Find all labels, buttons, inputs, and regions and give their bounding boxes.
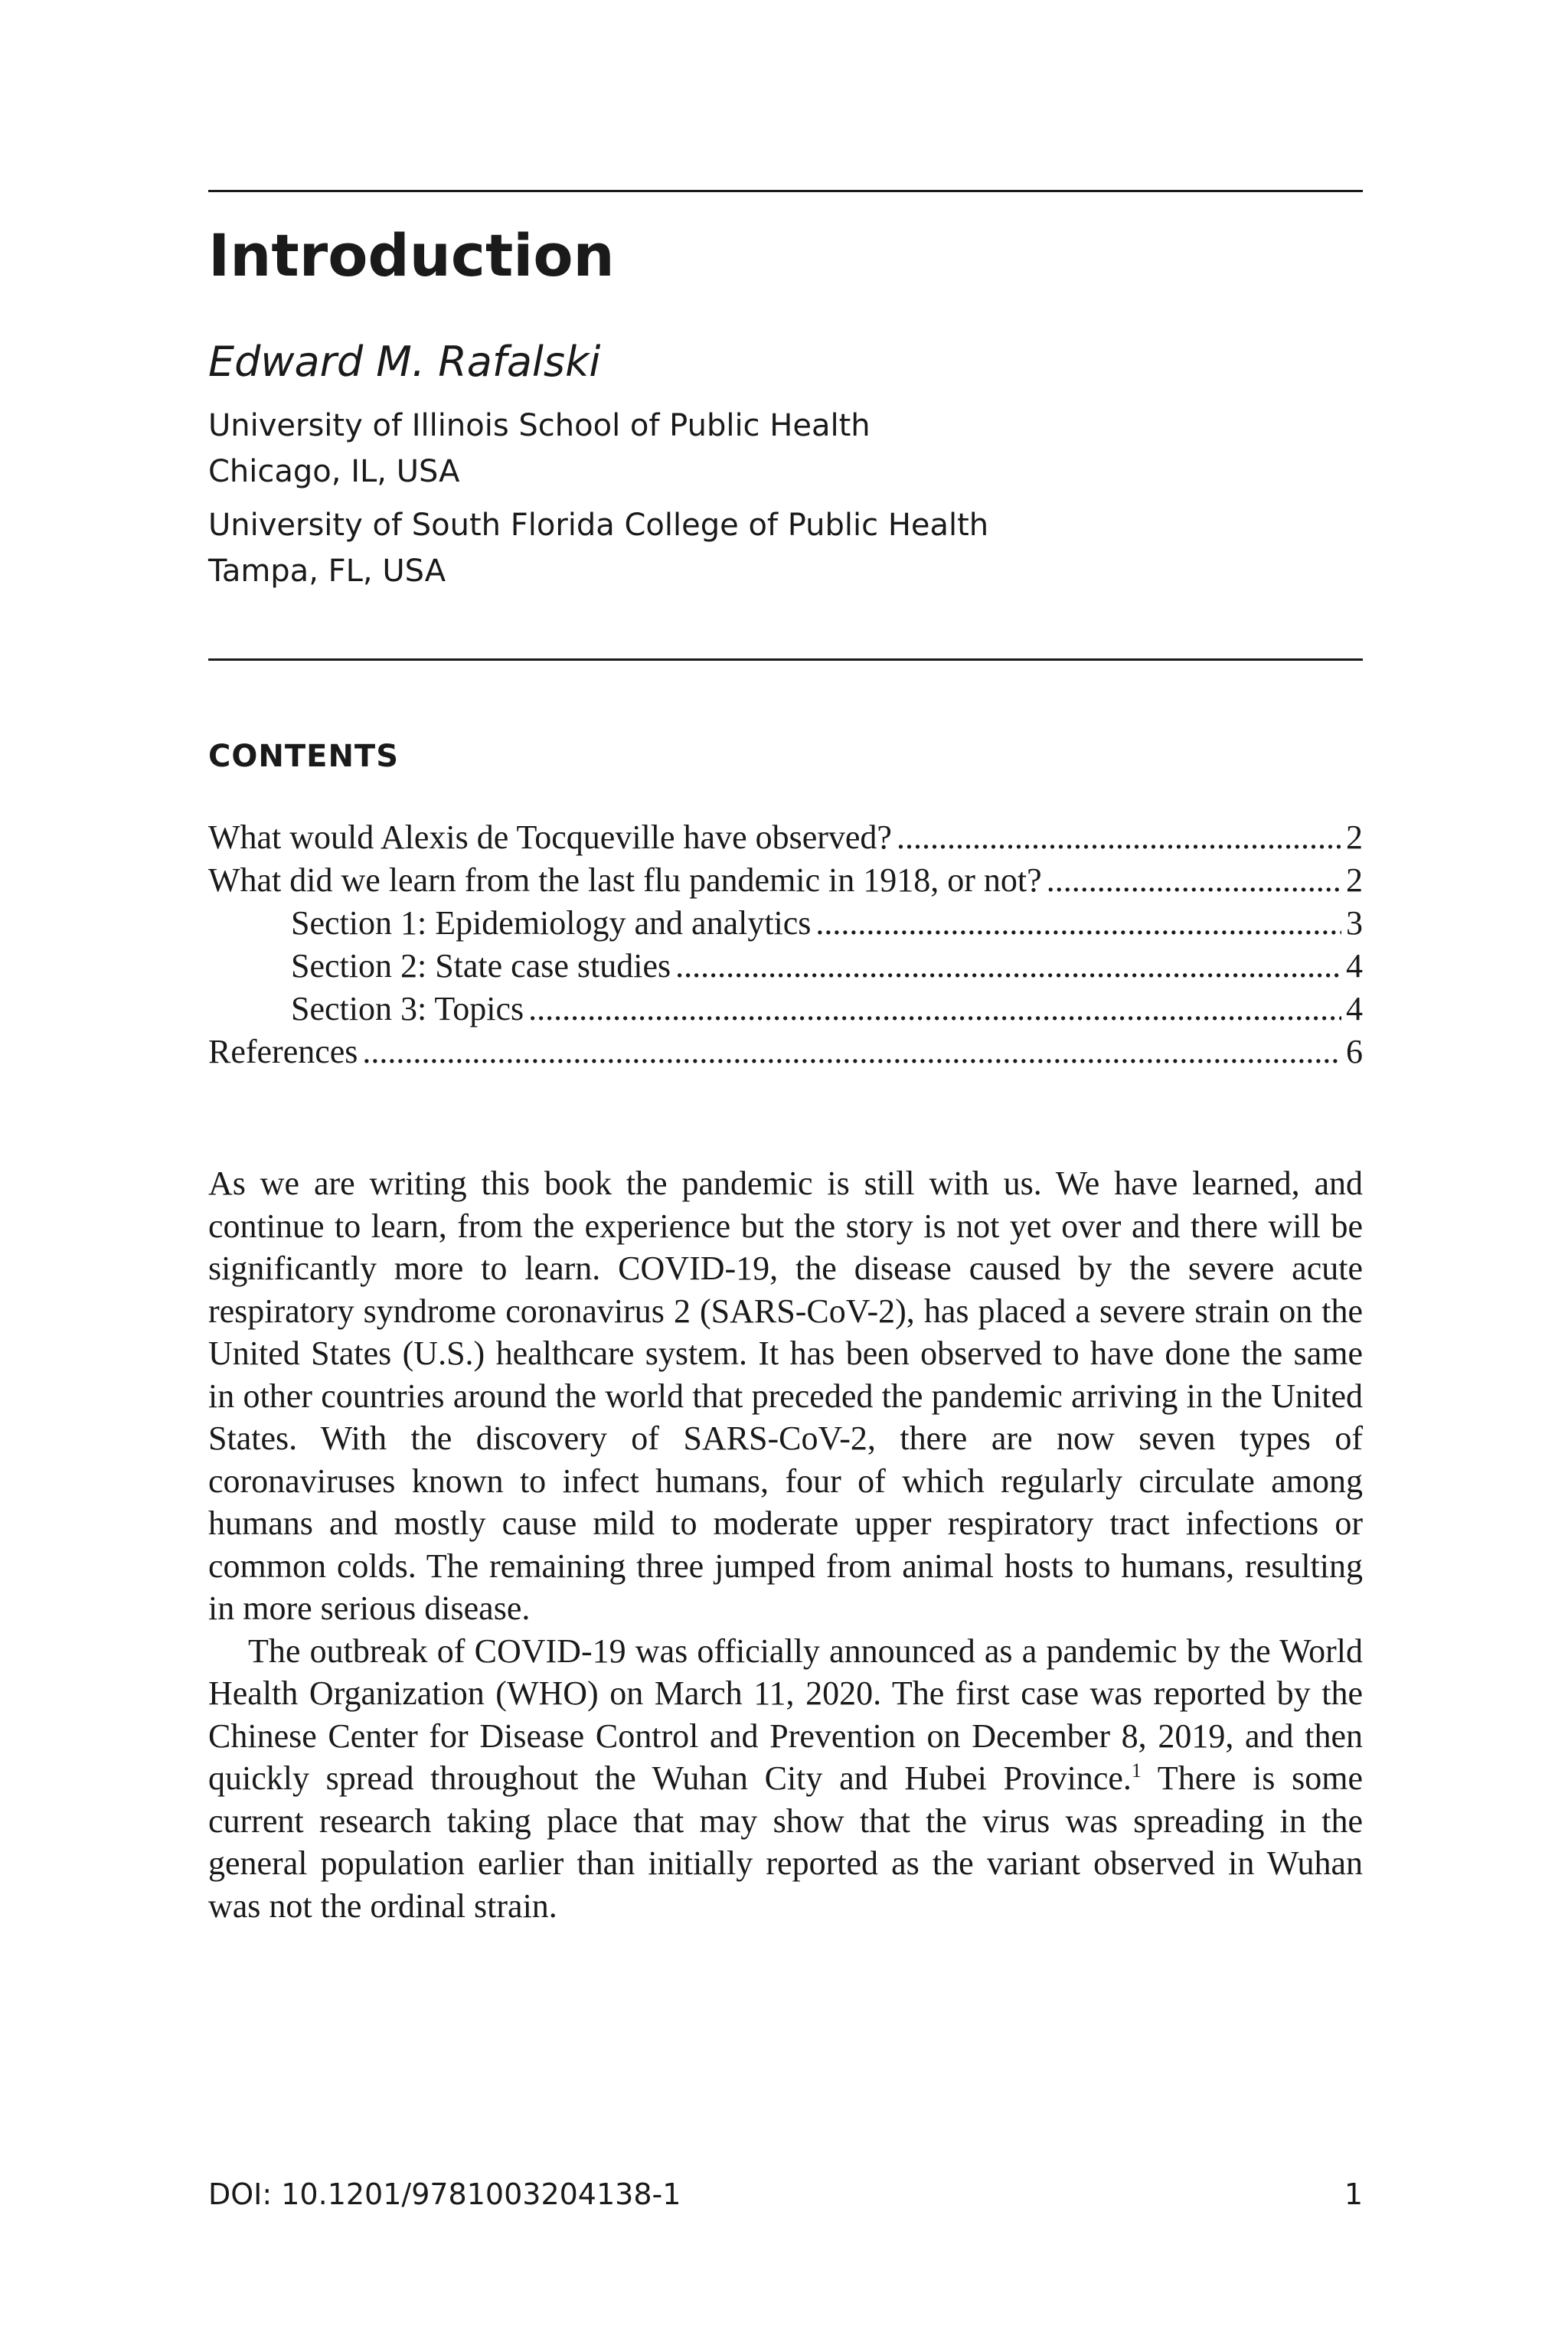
toc-entry[interactable] (208, 988, 1363, 1031)
affiliation-location: Tampa, FL, USA (208, 554, 446, 589)
doi-footer: DOI: 10.1201/9781003204138-1 (208, 2177, 681, 2211)
toc-entry-label: What would Alexis de Tocqueville have observed? (208, 818, 892, 856)
affiliation-institution: University of Illinois School of Public Health (208, 408, 871, 443)
toc-entry[interactable] (208, 1031, 1363, 1073)
chapter-title: Introduction (208, 221, 615, 289)
toc-entry-page: 4 (1346, 947, 1363, 985)
table-of-contents (208, 816, 1363, 1073)
toc-entry-page: 2 (1346, 818, 1363, 856)
affiliation-location: Chicago, IL, USA (208, 454, 460, 489)
toc-entry-page: 4 (1346, 990, 1363, 1027)
toc-entry-page: 2 (1346, 861, 1363, 899)
paragraph-text: There is some current research taking place that may show that the virus was spreading in the general population earlier than initially reported as the variant observed in Wuhan was not the ordinal strain. (208, 1759, 1363, 1925)
toc-entry[interactable] (208, 902, 1363, 945)
toc-dot-leader (362, 1031, 1341, 1073)
toc-dot-leader (528, 988, 1341, 1031)
page-number: 1 (1344, 2177, 1363, 2211)
affiliation-institution: University of South Florida College of Public Health (208, 508, 989, 543)
toc-entry-page: 6 (1346, 1033, 1363, 1070)
toc-entry-label: What did we learn from the last flu pandemic in 1918, or not? (208, 861, 1042, 899)
toc-dot-leader (1047, 859, 1341, 902)
chapter-author: Edward M. Rafalski (208, 338, 601, 386)
toc-dot-leader (815, 902, 1341, 945)
footnote-reference[interactable]: 1 (1131, 1759, 1142, 1782)
toc-entry-page: 3 (1346, 904, 1363, 942)
contents-heading: CONTENTS (208, 739, 400, 774)
header-top-rule (208, 190, 1363, 192)
chapter-body (208, 1162, 1363, 1927)
toc-dot-leader (897, 816, 1341, 859)
author-affiliation-2 (208, 502, 988, 594)
toc-entry-label: References (208, 1033, 358, 1070)
body-paragraph: As we are writing this book the pandemic is still with us. We have learned, and continue to learn, from the experience but the story is not yet over and there will be significantly more to learn. COVID-19, the disease caused by the severe acute respiratory syndrome coronavirus 2 (SARS-CoV-2), has placed a severe strain on the United States (U.S.) healthcare system. It has been observed to have done the same in other countries around the world that preceded the pandemic arriving in the United States. With the discovery of SARS-CoV-2, there are now seven types of coronaviruses known to infect humans, four of which regularly circulate among humans and mostly cause mild to moderate upper respiratory tract infections or common colds. The remaining three jumped from animal hosts to humans, resulting in more serious disease. (208, 1165, 1363, 1627)
book-page (208, 0, 1363, 2352)
toc-entry[interactable] (208, 816, 1363, 859)
author-affiliation-1 (208, 403, 871, 495)
toc-entry-label: Section 1: Epidemiology and analytics (291, 904, 812, 942)
paragraph-text: The outbreak of COVID-19 was officially announced as a pandemic by the World Health Organization (WHO) on March 11, 2020. The first case was reported by the Chinese Center for Disease Control and Prevention on December 8, 2019, and then quickly spread throughout the Wuhan City and Hubei Province. (208, 1632, 1363, 1797)
toc-entry-label: Section 3: Topics (291, 990, 524, 1027)
header-bottom-rule (208, 658, 1363, 661)
toc-dot-leader (675, 945, 1341, 988)
body-paragraph (208, 1630, 1363, 1928)
toc-entry[interactable] (208, 859, 1363, 902)
toc-entry-label: Section 2: State case studies (291, 947, 671, 985)
toc-entry[interactable] (208, 945, 1363, 988)
